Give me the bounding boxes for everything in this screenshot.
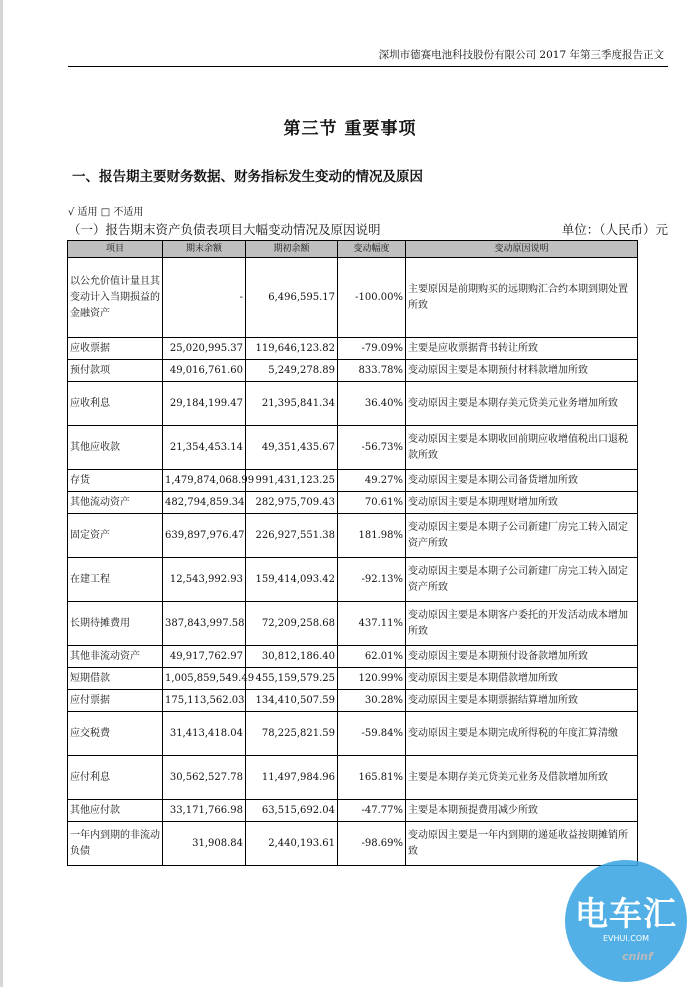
row-reason-cell: 主要是应收票据背书转让所致 bbox=[406, 338, 638, 360]
running-header: 深圳市德赛电池科技股份有限公司 2017 年第三季度报告正文 bbox=[378, 49, 664, 61]
row-change-cell: 70.61% bbox=[338, 492, 406, 514]
row-begin-balance-cell: 72,209,258.68 bbox=[246, 602, 338, 646]
row-change-cell: -100.00% bbox=[338, 258, 406, 338]
row-reason-cell: 变动原因主要是本期存美元贷美元业务增加所致 bbox=[406, 382, 638, 426]
row-end-balance-cell: 175,113,562.03 bbox=[163, 690, 246, 712]
row-change-cell: 181.98% bbox=[338, 514, 406, 558]
row-reason-cell: 变动原因主要是本期客户委托的开发活动成本增加所致 bbox=[406, 602, 638, 646]
row-change-cell: 833.78% bbox=[338, 360, 406, 382]
table-caption: （一）报告期末资产负债表项目大幅变动情况及原因说明 bbox=[68, 222, 381, 237]
row-reason-cell: 变动原因主要是一年内到期的递延收益按期摊销所致 bbox=[406, 822, 638, 866]
row-reason-cell: 主要原因是前期购买的远期购汇合约本期到期处置所致 bbox=[406, 258, 638, 338]
row-item-cell: 应收利息 bbox=[68, 382, 163, 426]
row-change-cell: 62.01% bbox=[338, 646, 406, 668]
row-item-cell: 应交税费 bbox=[68, 712, 163, 756]
table-row bbox=[68, 646, 638, 668]
row-change-cell: -56.73% bbox=[338, 426, 406, 470]
row-item-cell: 以公允价值计量且其变动计入当期损益的金融资产 bbox=[68, 258, 163, 338]
row-change-cell: 165.81% bbox=[338, 756, 406, 800]
row-item-cell: 长期待摊费用 bbox=[68, 602, 163, 646]
row-end-balance-cell: 21,354,453.14 bbox=[163, 426, 246, 470]
row-reason-cell: 变动原因主要是本期公司备货增加所致 bbox=[406, 470, 638, 492]
row-begin-balance-cell: 6,496,595.17 bbox=[246, 258, 338, 338]
row-begin-balance-cell: 2,440,193.61 bbox=[246, 822, 338, 866]
table-row bbox=[68, 690, 638, 712]
row-change-cell: -92.13% bbox=[338, 558, 406, 602]
row-change-cell: 49.27% bbox=[338, 470, 406, 492]
row-item-cell: 一年内到期的非流动负债 bbox=[68, 822, 163, 866]
row-end-balance-cell: 1,479,874,068.99 bbox=[163, 470, 246, 492]
row-reason-cell: 变动原因主要是本期理财增加所致 bbox=[406, 492, 638, 514]
row-item-cell: 应付利息 bbox=[68, 756, 163, 800]
table-row bbox=[68, 258, 638, 338]
row-reason-cell: 变动原因主要是本期借款增加所致 bbox=[406, 668, 638, 690]
table-row bbox=[68, 382, 638, 426]
row-begin-balance-cell: 119,646,123.82 bbox=[246, 338, 338, 360]
table-caption-row bbox=[68, 220, 668, 238]
watermark-brand: 电车汇 bbox=[575, 894, 677, 933]
row-item-cell: 短期借款 bbox=[68, 668, 163, 690]
row-item-cell: 其他流动资产 bbox=[68, 492, 163, 514]
row-end-balance-cell: 25,020,995.37 bbox=[163, 338, 246, 360]
header-rule bbox=[68, 66, 668, 67]
row-end-balance-cell: 387,843,997.58 bbox=[163, 602, 246, 646]
row-begin-balance-cell: 159,414,093.42 bbox=[246, 558, 338, 602]
row-begin-balance-cell: 134,410,507.59 bbox=[246, 690, 338, 712]
row-end-balance-cell: 12,543,992.93 bbox=[163, 558, 246, 602]
cninfo-logo: cninf bbox=[622, 950, 653, 963]
row-change-cell: -98.69% bbox=[338, 822, 406, 866]
column-header-reason: 变动原因说明 bbox=[406, 241, 638, 258]
row-end-balance-cell: 639,897,976.47 bbox=[163, 514, 246, 558]
row-change-cell: 30.28% bbox=[338, 690, 406, 712]
row-begin-balance-cell: 11,497,984.96 bbox=[246, 756, 338, 800]
row-change-cell: -79.09% bbox=[338, 338, 406, 360]
page-left-edge bbox=[0, 0, 3, 987]
row-item-cell: 其他应收款 bbox=[68, 426, 163, 470]
table-row bbox=[68, 360, 638, 382]
row-change-cell: 437.11% bbox=[338, 602, 406, 646]
table-row bbox=[68, 558, 638, 602]
row-begin-balance-cell: 991,431,123.25 bbox=[246, 470, 338, 492]
table-row bbox=[68, 712, 638, 756]
row-end-balance-cell: 33,171,766.98 bbox=[163, 800, 246, 822]
row-item-cell: 存货 bbox=[68, 470, 163, 492]
row-reason-cell: 主要是本期预提费用减少所致 bbox=[406, 800, 638, 822]
row-end-balance-cell: 1,005,859,549.49 bbox=[163, 668, 246, 690]
table-row bbox=[68, 602, 638, 646]
row-end-balance-cell: 49,016,761.60 bbox=[163, 360, 246, 382]
row-change-cell: 36.40% bbox=[338, 382, 406, 426]
row-begin-balance-cell: 78,225,821.59 bbox=[246, 712, 338, 756]
column-header-begin-balance: 期初余额 bbox=[246, 241, 338, 258]
row-item-cell: 其他非流动资产 bbox=[68, 646, 163, 668]
row-begin-balance-cell: 30,812,186.40 bbox=[246, 646, 338, 668]
row-begin-balance-cell: 282,975,709.43 bbox=[246, 492, 338, 514]
row-end-balance-cell: 482,794,859.34 bbox=[163, 492, 246, 514]
table-row bbox=[68, 668, 638, 690]
section-title: 第三节 重要事项 bbox=[283, 119, 417, 139]
table-row bbox=[68, 470, 638, 492]
row-end-balance-cell: 31,908.84 bbox=[163, 822, 246, 866]
row-begin-balance-cell: 455,159,579.25 bbox=[246, 668, 338, 690]
row-reason-cell: 主要是本期存美元贷美元业务及借款增加所致 bbox=[406, 756, 638, 800]
table-row bbox=[68, 822, 638, 866]
row-reason-cell: 变动原因主要是本期子公司新建厂房完工转入固定资产所致 bbox=[406, 514, 638, 558]
heading: 一、报告期主要财务数据、财务指标发生变动的情况及原因 bbox=[72, 169, 423, 185]
row-item-cell: 在建工程 bbox=[68, 558, 163, 602]
row-end-balance-cell: 30,562,527.78 bbox=[163, 756, 246, 800]
row-reason-cell: 变动原因主要是本期收回前期应收增值税出口退税款所致 bbox=[406, 426, 638, 470]
row-change-cell: -59.84% bbox=[338, 712, 406, 756]
row-item-cell: 固定资产 bbox=[68, 514, 163, 558]
row-begin-balance-cell: 63,515,692.04 bbox=[246, 800, 338, 822]
row-item-cell: 应收票据 bbox=[68, 338, 163, 360]
table-row bbox=[68, 338, 638, 360]
table-row bbox=[68, 756, 638, 800]
table-header-row bbox=[68, 241, 638, 258]
row-end-balance-cell: 31,413,418.04 bbox=[163, 712, 246, 756]
row-item-cell: 其他应付款 bbox=[68, 800, 163, 822]
balance-sheet-change-table bbox=[67, 240, 638, 866]
table-row bbox=[68, 492, 638, 514]
row-reason-cell: 变动原因主要是本期票据结算增加所致 bbox=[406, 690, 638, 712]
row-reason-cell: 变动原因主要是本期预付设备款增加所致 bbox=[406, 646, 638, 668]
row-begin-balance-cell: 226,927,551.38 bbox=[246, 514, 338, 558]
row-end-balance-cell: 29,184,199.47 bbox=[163, 382, 246, 426]
column-header-item: 项目 bbox=[68, 241, 163, 258]
unit-label: 单位：（人民币）元 bbox=[561, 222, 668, 237]
row-begin-balance-cell: 5,249,278.89 bbox=[246, 360, 338, 382]
table-body bbox=[68, 258, 638, 866]
column-header-end-balance: 期末余额 bbox=[163, 241, 246, 258]
row-change-cell: -47.77% bbox=[338, 800, 406, 822]
table-row bbox=[68, 800, 638, 822]
applicable-checkbox-text: √ 适用 □ 不适用 bbox=[68, 207, 144, 218]
table-row bbox=[68, 426, 638, 470]
row-begin-balance-cell: 49,351,435.67 bbox=[246, 426, 338, 470]
watermark-site: EVHUI.COM bbox=[602, 934, 650, 943]
row-end-balance-cell: - bbox=[163, 258, 246, 338]
table-row bbox=[68, 514, 638, 558]
row-item-cell: 预付款项 bbox=[68, 360, 163, 382]
row-reason-cell: 变动原因主要是本期预付材料款增加所致 bbox=[406, 360, 638, 382]
row-end-balance-cell: 49,917,762.97 bbox=[163, 646, 246, 668]
row-reason-cell: 变动原因主要是本期子公司新建厂房完工转入固定资产所致 bbox=[406, 558, 638, 602]
row-item-cell: 应付票据 bbox=[68, 690, 163, 712]
column-header-change: 变动幅度 bbox=[338, 241, 406, 258]
row-change-cell: 120.99% bbox=[338, 668, 406, 690]
row-begin-balance-cell: 21,395,841.34 bbox=[246, 382, 338, 426]
row-reason-cell: 变动原因主要是本期完成所得税的年度汇算清缴 bbox=[406, 712, 638, 756]
